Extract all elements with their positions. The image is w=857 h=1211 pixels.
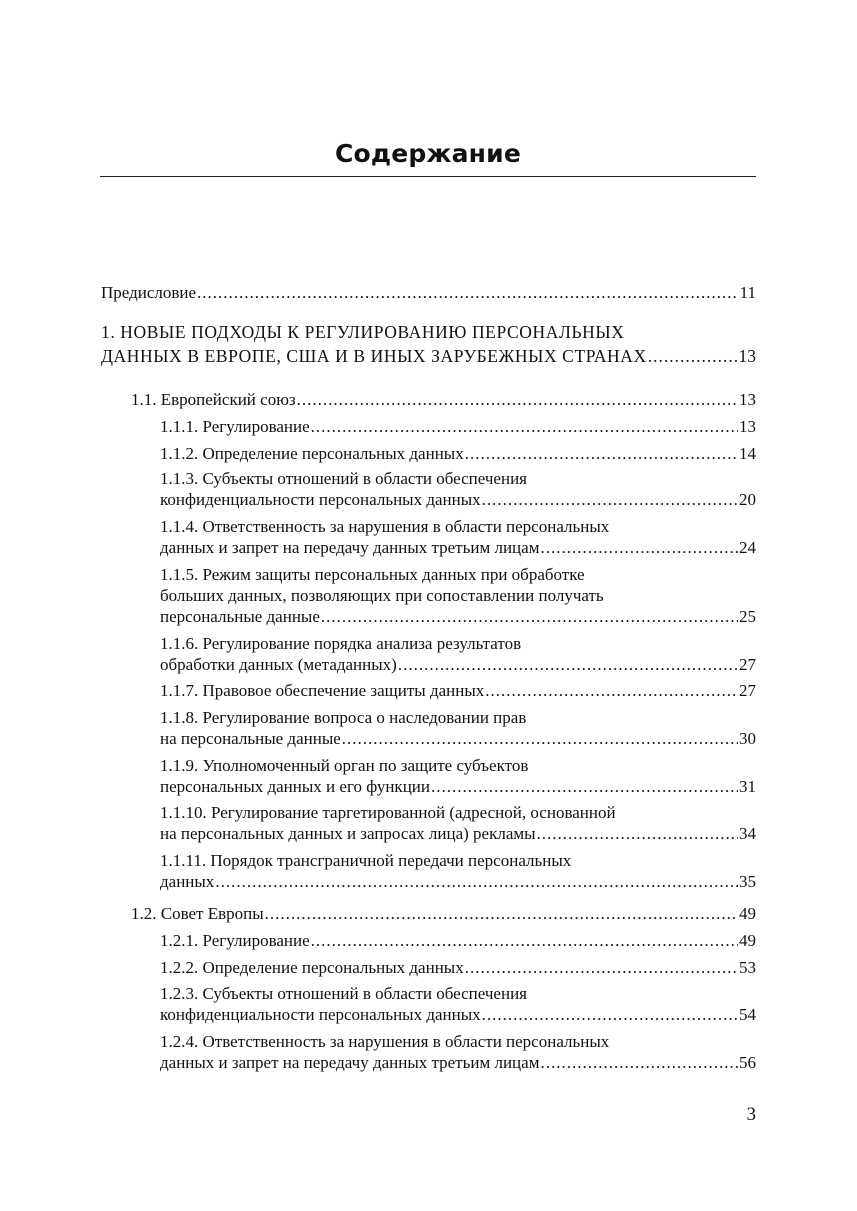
toc-entry-title: 1.2.1. Регулирование [160, 931, 310, 950]
toc-entry-title: 1.1.7. Правовое обеспечение защиты данных [160, 681, 485, 700]
dot-leader [342, 728, 738, 749]
toc-entry-title-line: 1.2.4. Ответственность за нарушения в области персональных [160, 1032, 610, 1051]
toc-page-number: 35 [739, 872, 756, 891]
dot-leader [482, 489, 738, 510]
toc-page-number: 13 [739, 417, 756, 436]
toc-page-number: 11 [739, 283, 756, 302]
toc-entry-title-line: 1. НОВЫЕ ПОДХОДЫ К РЕГУЛИРОВАНИЮ ПЕРСОНАЛЬНЫХ [101, 322, 625, 342]
toc-entry-title-line: больших данных, позволяющих при сопоставлении получать [160, 586, 604, 605]
toc-entry-title: обработки данных (метаданных) [160, 655, 397, 674]
toc-page-number: 20 [739, 490, 756, 509]
dot-leader [311, 930, 738, 951]
toc-page-number: 27 [739, 655, 756, 674]
toc-entry-title-line: 1.1.6. Регулирование порядка анализа результатов [160, 634, 522, 653]
dot-leader [485, 680, 738, 701]
toc-page-number: 56 [739, 1053, 756, 1072]
toc-entry-title: конфиденциальности персональных данных [160, 490, 481, 509]
toc-entry-1-1-7[interactable] [160, 680, 756, 701]
dot-leader [215, 871, 738, 892]
dot-leader [540, 537, 738, 558]
toc-entry-title: персональных данных и его функции [160, 777, 430, 796]
toc-entry-title-line: 1.1.9. Уполномоченный орган по защите субъектов [160, 756, 529, 775]
toc-entry-title: 1.1. Европейский союз [131, 390, 296, 409]
toc-entry-title-line: 1.1.10. Регулирование таргетированной (адресной, основанной [160, 803, 616, 822]
dot-leader [540, 1052, 738, 1073]
dot-leader [465, 443, 738, 464]
toc-entry-1-1-3[interactable] [160, 468, 756, 510]
toc-entry-title: Предисловие [101, 283, 197, 302]
toc-entry-1-1-9[interactable] [160, 755, 756, 797]
toc-entry-title-line: 1.1.11. Порядок трансграничной передачи персональных [160, 851, 572, 870]
toc-entry-1-1-8[interactable] [160, 707, 756, 749]
page-title: Содержание [334, 139, 522, 168]
dot-leader [465, 957, 738, 978]
toc-entry-title: на персональных данных и запросах лица) рекламы [160, 824, 536, 843]
toc-page-number: 53 [739, 958, 756, 977]
dot-leader [537, 823, 738, 844]
dot-leader [321, 606, 738, 627]
toc-page-number: 14 [739, 444, 756, 463]
toc-entry-preface[interactable] [101, 282, 756, 303]
toc-entry-1-2-3[interactable] [160, 983, 756, 1025]
toc-entry-title: 1.2.2. Определение персональных данных [160, 958, 464, 977]
toc-page-number: 27 [739, 681, 756, 700]
toc-entry-title: персональные данные [160, 607, 320, 626]
toc-entry-title: данных [160, 872, 215, 891]
toc-page-number: 49 [739, 904, 756, 923]
toc-page-number: 25 [739, 607, 756, 626]
dot-leader [482, 1004, 738, 1025]
toc-entry-1-2-2[interactable] [160, 957, 756, 978]
toc-entry-title-line: 1.1.8. Регулирование вопроса о наследовании прав [160, 708, 527, 727]
toc-page-number: 13 [739, 390, 756, 409]
toc-entry-1-1-4[interactable] [160, 516, 756, 558]
toc-entry-1-2-1[interactable] [160, 930, 756, 951]
toc-page-number: 30 [739, 729, 756, 748]
toc-entry-title-line: 1.1.4. Ответственность за нарушения в области персональных [160, 517, 610, 536]
toc-entry-title: на персональные данные [160, 729, 341, 748]
dot-leader [265, 903, 738, 924]
toc-entry-title: данных и запрет на передачу данных третьим лицам [160, 538, 540, 557]
dot-leader [297, 389, 738, 410]
toc-entry-title: 1.1.2. Определение персональных данных [160, 444, 464, 463]
toc-entry-title-line: 1.1.3. Субъекты отношений в области обеспечения [160, 469, 527, 488]
toc-entry-title-line: 1.1.5. Режим защиты персональных данных при обработке [160, 565, 585, 584]
toc-entry-title: ДАННЫХ В ЕВРОПЕ, США И В ИНЫХ ЗАРУБЕЖНЫХ СТРАНАХ [101, 346, 647, 366]
dot-leader [197, 282, 739, 303]
toc-entry-1-2[interactable] [131, 903, 756, 924]
toc-page-number: 31 [739, 777, 756, 796]
toc-entry-title: конфиденциальности персональных данных [160, 1005, 481, 1024]
dot-leader [398, 654, 738, 675]
toc-entry-1-2-4[interactable] [160, 1031, 756, 1073]
toc-entry-1-1-11[interactable] [160, 850, 756, 892]
toc-entry-1-1-5[interactable] [160, 564, 756, 627]
toc-entry-1-1[interactable] [131, 389, 756, 410]
dot-leader [431, 776, 738, 797]
dot-leader [648, 344, 738, 368]
toc-entry-title-line: 1.2.3. Субъекты отношений в области обеспечения [160, 984, 527, 1003]
toc-page-number: 24 [739, 538, 756, 557]
toc-entry-1-1-1[interactable] [160, 416, 756, 437]
toc-page-number: 13 [738, 346, 756, 366]
toc-page-number: 54 [739, 1005, 756, 1024]
toc-entry-title: данных и запрет на передачу данных третьим лицам [160, 1053, 540, 1072]
toc-entry-title: 1.1.1. Регулирование [160, 417, 310, 436]
toc-entry-1-1-10[interactable] [160, 802, 756, 844]
toc-page-number: 34 [739, 824, 756, 843]
toc-entry-1-1-6[interactable] [160, 633, 756, 675]
toc-entry-1-1-2[interactable] [160, 443, 756, 464]
toc-entry-title: 1.2. Совет Европы [131, 904, 264, 923]
dot-leader [311, 416, 738, 437]
toc-entry-chapter-1[interactable] [101, 320, 756, 368]
toc-page-number: 49 [739, 931, 756, 950]
page-number: 3 [746, 1104, 756, 1125]
